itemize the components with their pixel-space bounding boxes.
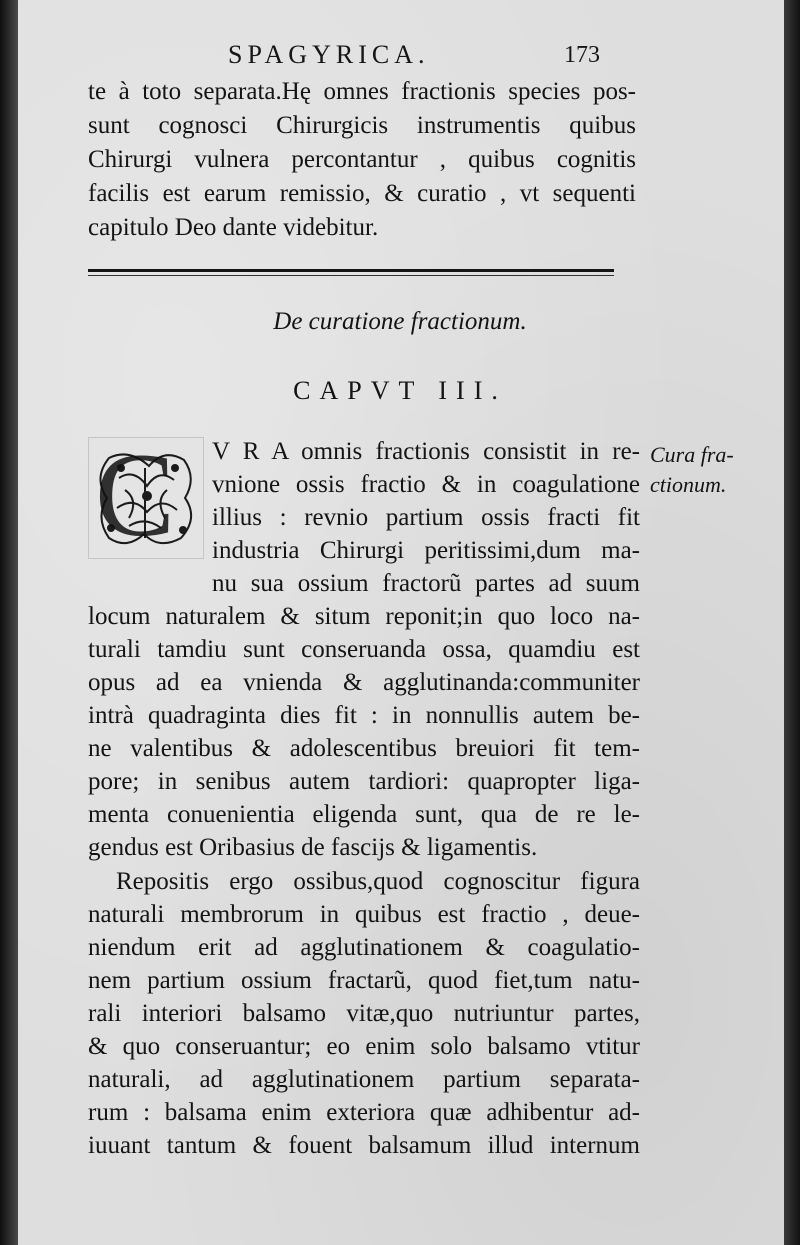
binding-shadow [0, 0, 18, 1245]
section-title: De curatione fractionum. [273, 308, 527, 335]
text-line: opus ad ea vnienda & agglutinanda:communiter [88, 669, 640, 696]
text-line: ne valentibus & adolescentibus breuiori fit tem- [88, 735, 640, 762]
page-edge [784, 0, 800, 1245]
text-line: V R A omnis fractionis consistit in re- [212, 438, 640, 465]
initial-letter: C [95, 428, 176, 561]
margin-note [650, 440, 770, 500]
text-line: sunt cognosci Chirurgicis instrumentis quibus [88, 112, 636, 139]
text-line: naturali, ad agglutinationem partium separata- [88, 1066, 640, 1093]
text-line: intrà quadraginta dies fit : in nonnullis autem be- [88, 702, 640, 729]
text-line: industria Chirurgi peritissimi,dum ma- [212, 537, 640, 564]
text-line: & quo conseruantur; eo enim solo balsamo vtitur [88, 1033, 640, 1060]
text-line: facilis est earum remissio, & curatio , vt sequenti [88, 180, 636, 207]
text-line: vnione ossis fractio & in coagulatione [212, 471, 640, 498]
text-line: nem partium ossium fractarũ, quod fiet,tum natu- [88, 967, 640, 994]
chapter-label: CAPVT III. [293, 376, 507, 405]
margin-note-line: ctionum. [650, 472, 727, 497]
text-line: niendum erit ad agglutinationem & coagulatio- [88, 934, 640, 961]
decorated-initial [88, 428, 204, 561]
text-line: iuuant tantum & fouent balsamum illud internum [88, 1132, 640, 1159]
text-line: illius : revnio partium ossis fracti fit [212, 504, 640, 531]
running-head: SPAGYRICA. [228, 40, 430, 69]
text-line: Repositis ergo ossibus,quod cognoscitur figura [116, 868, 640, 895]
text-line: te à toto separata.Hę omnes fractionis species pos- [88, 78, 636, 105]
text-line: gendus est Oribasius de fascijs & ligamentis. [88, 834, 538, 861]
text-line: turali tamdiu sunt conseruanda ossa, quamdiu est [88, 636, 640, 663]
text-line: capitulo Deo dante videbitur. [88, 214, 379, 241]
text-line: naturali membrorum in quibus est fractio , deue- [88, 901, 640, 928]
section-rule-thin [88, 275, 614, 276]
text-line: pore; in senibus autem tardiori: quapropter liga- [88, 768, 640, 795]
text-line: rum : balsama enim exteriora quæ adhibentur ad- [88, 1099, 640, 1126]
text-line: menta conuenientia eligenda sunt, qua de re le- [88, 801, 640, 828]
margin-note-line: Cura fra- [650, 442, 734, 467]
section-rule [88, 269, 614, 272]
text-line: locum naturalem & situm reponit;in quo loco na- [88, 603, 640, 630]
text-line: rali interiori balsamo vitæ,quo nutriuntur partes, [88, 1000, 640, 1027]
text-line: nu sua ossium fractorũ partes ad suum [212, 570, 640, 597]
page-number: 173 [564, 42, 600, 68]
text-line: Chirurgi vulnera percontantur , quibus cognitis [88, 146, 636, 173]
